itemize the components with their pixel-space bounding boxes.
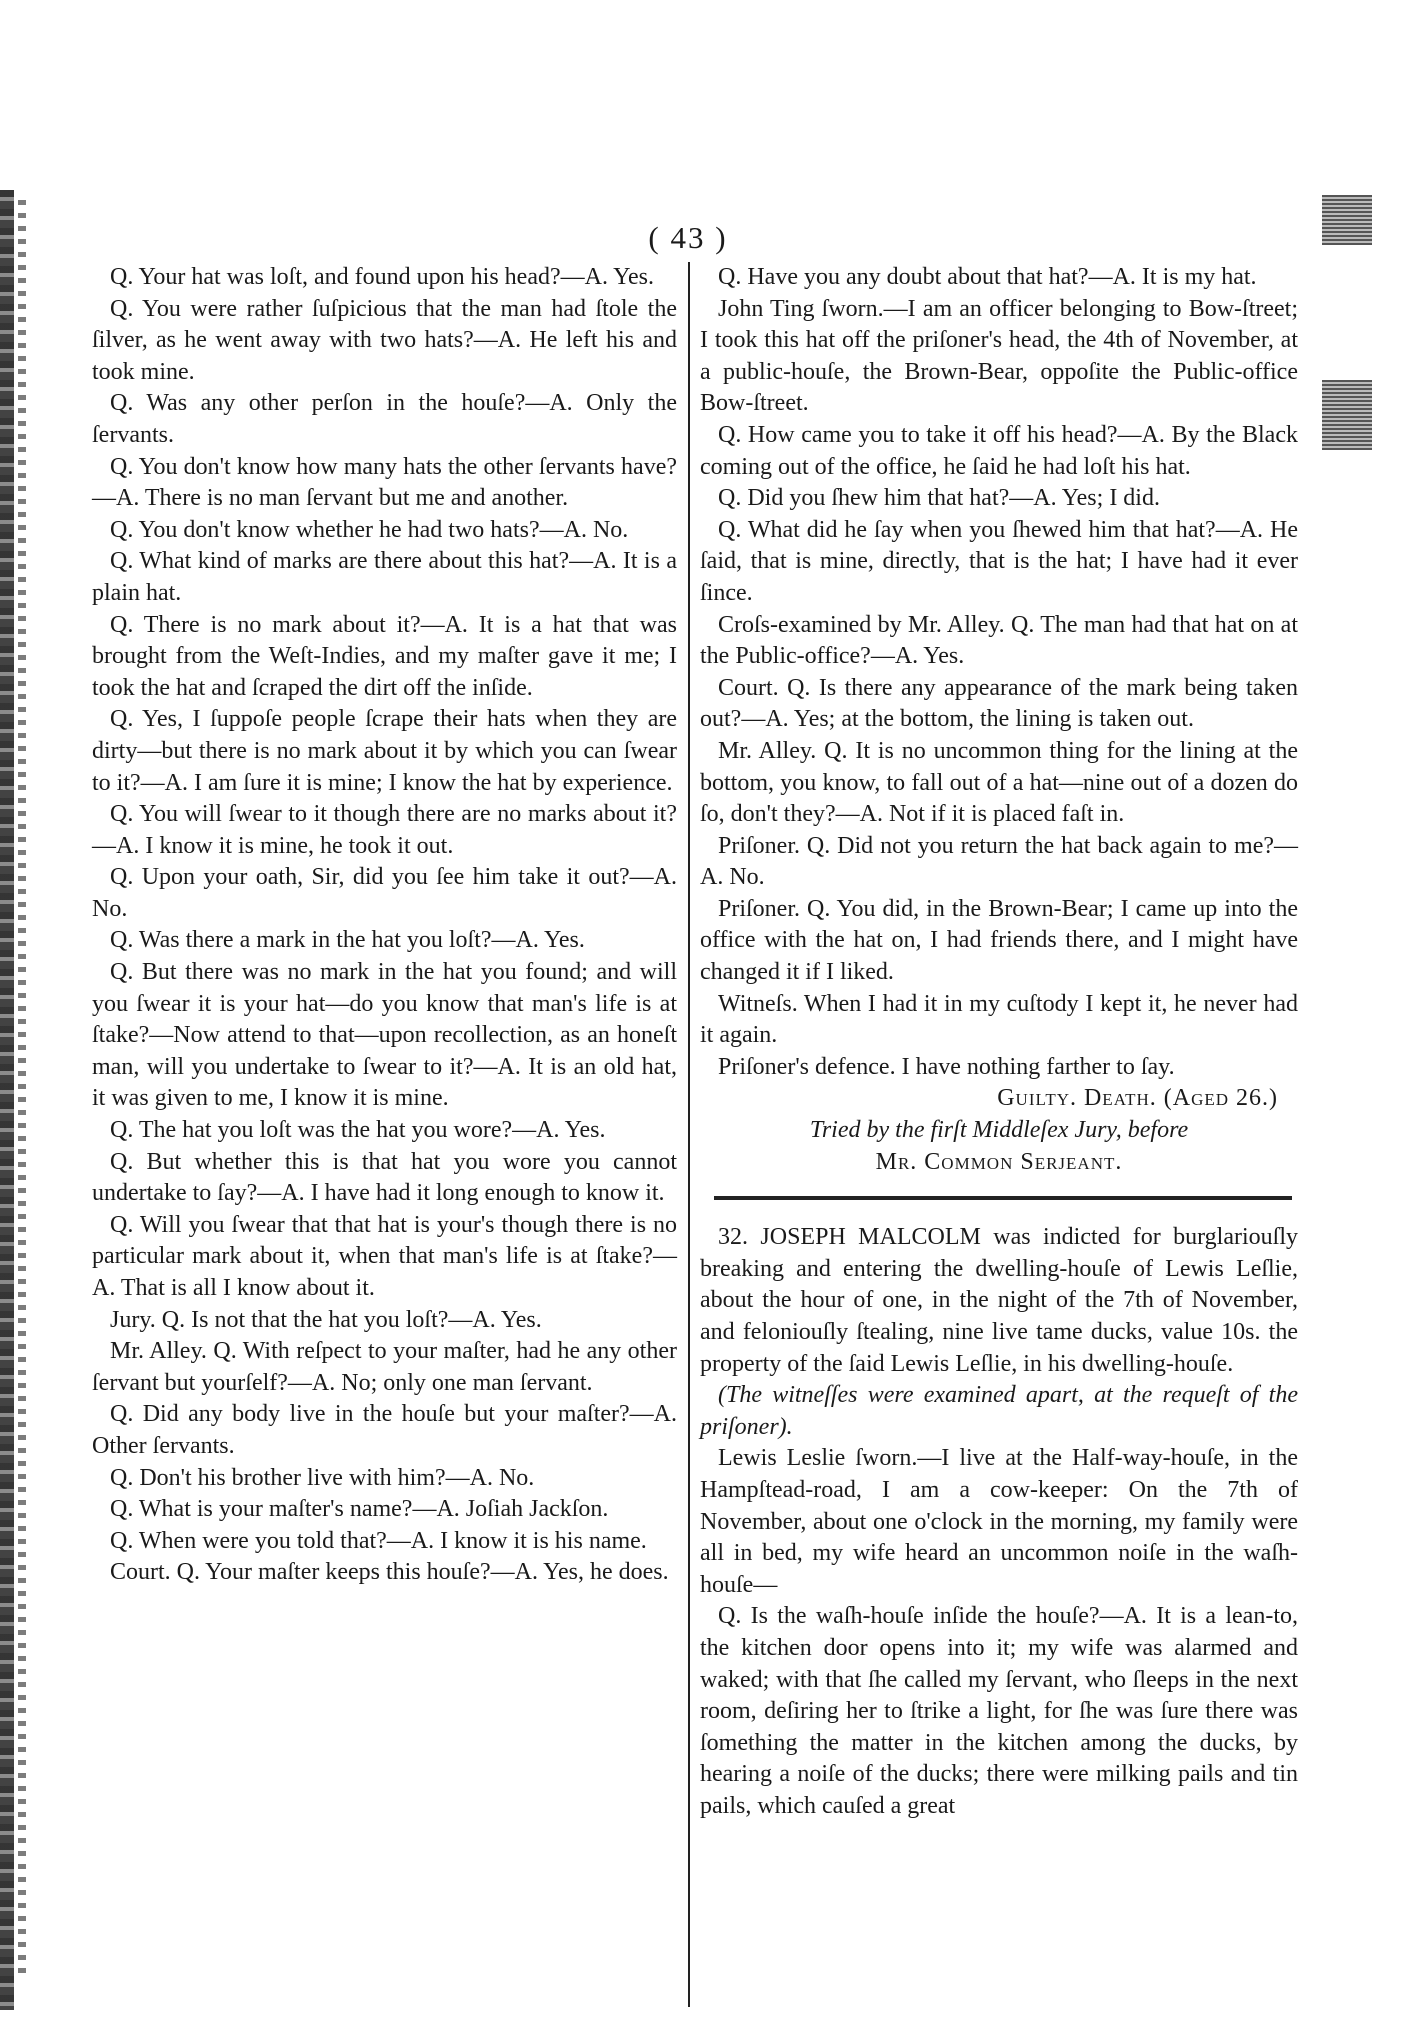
paragraph: Q. You will ſwear to it though there are no marks about it?—A. I know it is mine, he took it out. [92, 801, 677, 859]
paragraph: Q. But there was no mark in the hat you found; and will you ſwear it is your hat—do you know that man's life is at ſtake?—Now attend to that—upon recollection, as an honeſt man, will you undertake to ſwear to it?—A. It is an old hat, it was given to me, I know it is mine. [92, 959, 677, 1112]
paragraph: Q. But whether this is that hat you wore you cannot undertake to ſay?—A. I have had it long enough to know it. [92, 1148, 677, 1207]
paragraph: Q. Was there a mark in the hat you loſt?—A. Yes. [110, 927, 585, 954]
scan-right-mark [1322, 380, 1372, 450]
paragraph: Court. Q. Is there any appearance of the mark being taken out?—A. Yes; at the bottom, the lining is taken out. [700, 674, 1298, 733]
paragraph: Q. Yes, I ſuppoſe people ſcrape their hats when they are dirty—but there is no mark about it by which you can ſwear to it?—A. I am ſure it is mine; I know the hat by experience. [92, 706, 677, 796]
paragraph: Mr. Alley. Q. It is no uncommon thing for the lining at the bottom, you know, to fall out of a hat—nine out of a dozen do ſo, don't they?—A. Not if it is placed faſt in. [700, 737, 1298, 828]
paragraph: 32. JOSEPH MALCOLM was indicted for burglariouſly breaking and entering the dwelling-houſe of Lewis Leſlie, about the hour of one, in the night of the 7th of November, and feloniouſly ſtealing, nine live tame ducks, value 10s. the property of the ſaid Lewis Leſlie, in his dwelling-houſe. [700, 1224, 1298, 1377]
left-column [92, 262, 677, 1589]
scan-right-mark [1322, 195, 1372, 245]
paragraph: Q. Is the waſh-houſe inſide the houſe?—A. It is a lean-to, the kitchen door opens into it; my wife was alarmed and waked; with that ſhe called my ſervant, who ſleeps in the next room, deſiring her to ſtrike a light, for ſhe was ſure there was ſomething the matter in the kitchen among the ducks, by hearing a noiſe of the ducks; there were milking pails and tin pails, which cauſed a great [700, 1603, 1298, 1819]
right-column [700, 262, 1298, 1823]
paragraph: Croſs-examined by Mr. Alley. Q. The man had that hat on at the Public-office?—A. Yes. [700, 611, 1298, 670]
paragraph: Q. What is your maſter's name?—A. Joſiah Jackſon. [110, 1496, 609, 1523]
paragraph: Q. Did you ſhew him that hat?—A. Yes; I did. [718, 485, 1160, 512]
paragraph: Q. You were rather ſuſpicious that the man had ſtole the ſilver, as he went away with two hats?—A. He left his and took mine. [92, 295, 677, 385]
paragraph: Court. Q. Your maſter keeps this houſe?—A. Yes, he does. [110, 1559, 669, 1586]
paragraph: Witneſs. When I had it in my cuſtody I kept it, he never had it again. [700, 990, 1298, 1049]
paragraph: Q. What did he ſay when you ſhewed him that hat?—A. He ſaid, that is mine, directly, that is the hat; I have had it ever ſince. [700, 516, 1298, 606]
paragraph: Q. Have you any doubt about that hat?—A. It is my hat. [718, 264, 1257, 290]
paragraph: Priſoner's defence. I have nothing farther to ſay. [718, 1053, 1175, 1080]
paragraph: Q. Will you ſwear that that hat is your's though there is no particular mark about it, when that man's life is at ſtake?—A. That is all I know about it. [92, 1211, 677, 1301]
section-rule [714, 1196, 1292, 1200]
paragraph: Q. When were you told that?—A. I know it is his name. [110, 1527, 647, 1554]
tried-by-judge: Mr. Common Serjeant. [875, 1148, 1123, 1175]
paragraph: Q. How came you to take it off his head?—A. By the Black coming out of the office, he ſaid he had loſt his hat. [700, 421, 1298, 480]
verdict: Guilty. Death. (Aged 26.) [997, 1085, 1278, 1112]
paragraph: Jury. Q. Is not that the hat you loſt?—A. Yes. [110, 1306, 542, 1333]
paragraph: John Ting ſworn.—I am an officer belonging to Bow-ſtreet; I took this hat off the priſoner's head, the 4th of November, at a public-houſe, the Brown-Bear, oppoſite the Public-office Bow-ſtreet. [700, 295, 1298, 417]
paragraph: Q. Did any body live in the houſe but your maſter?—A. Other ſervants. [92, 1401, 677, 1459]
paragraph: Q. Your hat was loſt, and found upon his head?—A. Yes. [110, 264, 654, 290]
page-number: ( 43 ) [648, 220, 728, 255]
paragraph: Q. You don't know how many hats the other ſervants have?—A. There is no man ſervant but me and another. [92, 453, 677, 512]
column-divider [688, 262, 690, 2007]
paragraph: Mr. Alley. Q. With reſpect to your maſter, had he any other ſervant but yourſelf?—A. No; only one man ſervant. [92, 1338, 677, 1396]
scan-left-edge [0, 190, 14, 2010]
paragraph: Q. What kind of marks are there about this hat?—A. It is a plain hat. [92, 548, 677, 606]
paragraph: (The witneſſes were examined apart, at the requeſt of the priſoner). [700, 1382, 1298, 1440]
paragraph: Q. Don't his brother live with him?—A. No. [110, 1464, 535, 1491]
paragraph: Q. The hat you loſt was the hat you wore?—A. Yes. [110, 1117, 606, 1144]
paragraph: Q. Was any other perſon in the houſe?—A. Only the ſervants. [92, 390, 677, 448]
paragraph: Q. You don't know whether he had two hats?—A. No. [110, 516, 629, 543]
tried-by-line: Tried by the firſt Middleſex Jury, before [809, 1117, 1189, 1144]
paragraph: Q. There is no mark about it?—A. It is a hat that was brought from the Weſt-Indies, and my maſter gave it me; I took the hat and ſcraped the dirt off the inſide. [92, 611, 677, 701]
scan-left-edge-shadow [18, 200, 26, 1980]
paragraph: Priſoner. Q. You did, in the Brown-Bear; I came up into the office with the hat on, I had friends there, and I might have changed it if I liked. [700, 895, 1298, 986]
paragraph: Priſoner. Q. Did not you return the hat back again to me?—A. No. [700, 832, 1298, 891]
paragraph: Q. Upon your oath, Sir, did you ſee him take it out?—A. No. [92, 864, 677, 922]
paragraph: Lewis Leslie ſworn.—I live at the Half-way-houſe, in the Hampſtead-road, I am a cow-keeper: On the 7th of November, about one o'clock in the morning, my family were all in bed, my wife heard an uncommon noiſe in the waſh-houſe— [700, 1445, 1298, 1598]
